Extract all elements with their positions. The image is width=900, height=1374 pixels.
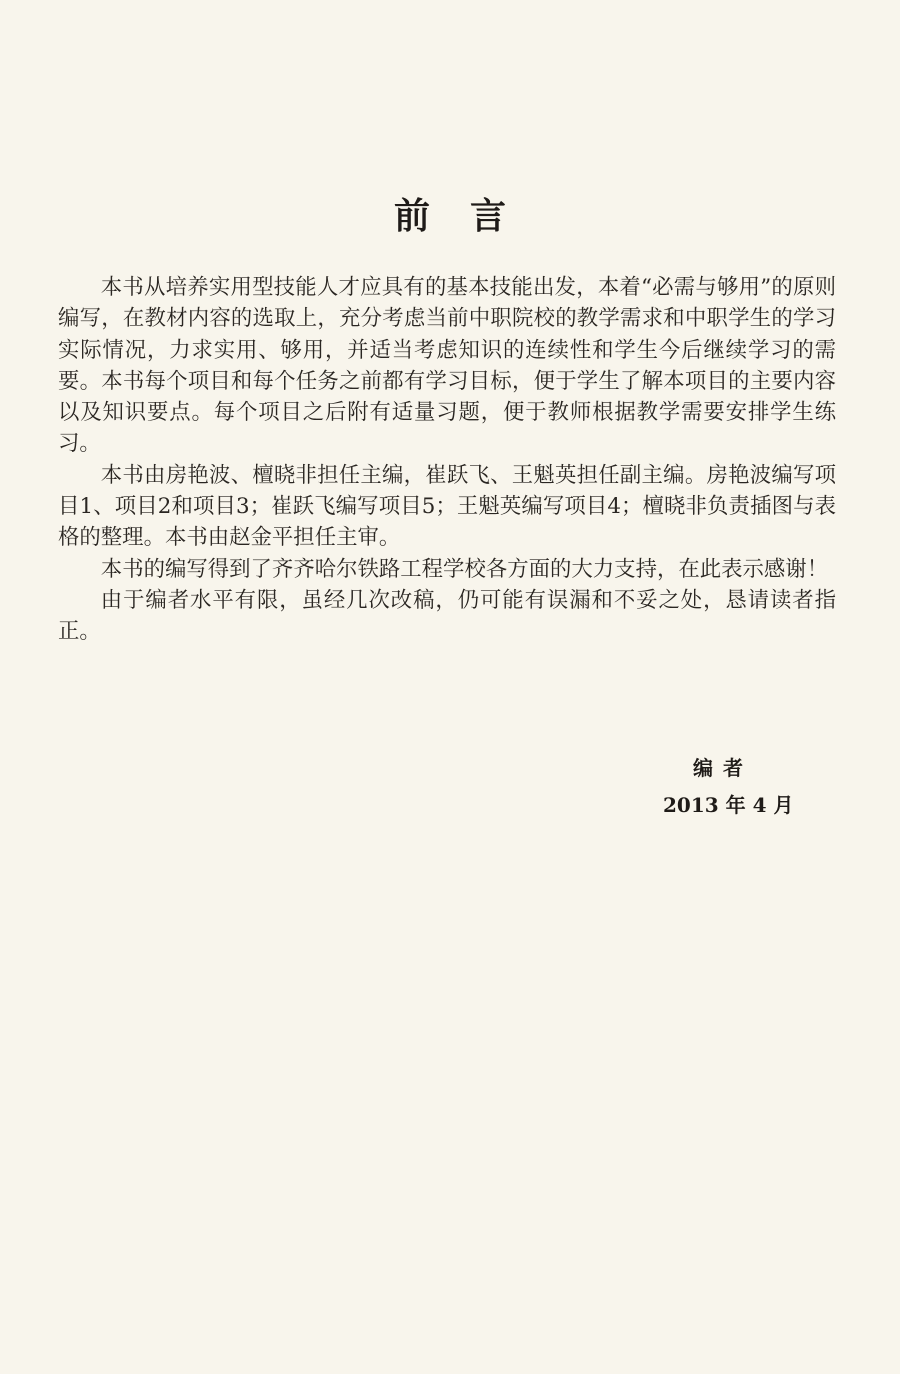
preface-body	[58, 272, 836, 648]
paragraph: 由于编者水平有限，虽经几次改稿，仍可能有误漏和不妥之处，恳请读者指正。	[58, 587, 836, 645]
paragraph: 本书从培养实用型技能人才应具有的基本技能出发，本着“必需与够用”的原则编写，在教材内容的选取上，充分考虑当前中职院校的教学需求和中职学生的学习实际情况，力求实用、够用，并适当考虑知识的连续性和学生今后继续学习的需要。本书每个项目和每个任务之前都有学习目标，便于学生了解本项目的主要内容以及知识要点。每个项目之后附有适量习题，便于教师根据教学需要安排学生练习。	[58, 275, 836, 457]
paragraph: 本书的编写得到了齐齐哈尔铁路工程学校各方面的大力支持，在此表示感谢！	[100, 556, 829, 582]
paragraph: 本书由房艳波、檀晓非担任主编，崔跃飞、王魁英担任副主编。房艳波编写项目1、项目2和项目3；崔跃飞编写项目5；王魁英编写项目4；檀晓非负责插图与表格的整理。本书由赵金平担任主审。	[58, 462, 836, 551]
page-title: 前言	[393, 195, 546, 237]
signature-date: 2013 年 4 月	[663, 793, 794, 817]
signature-author: 编者	[693, 756, 753, 780]
